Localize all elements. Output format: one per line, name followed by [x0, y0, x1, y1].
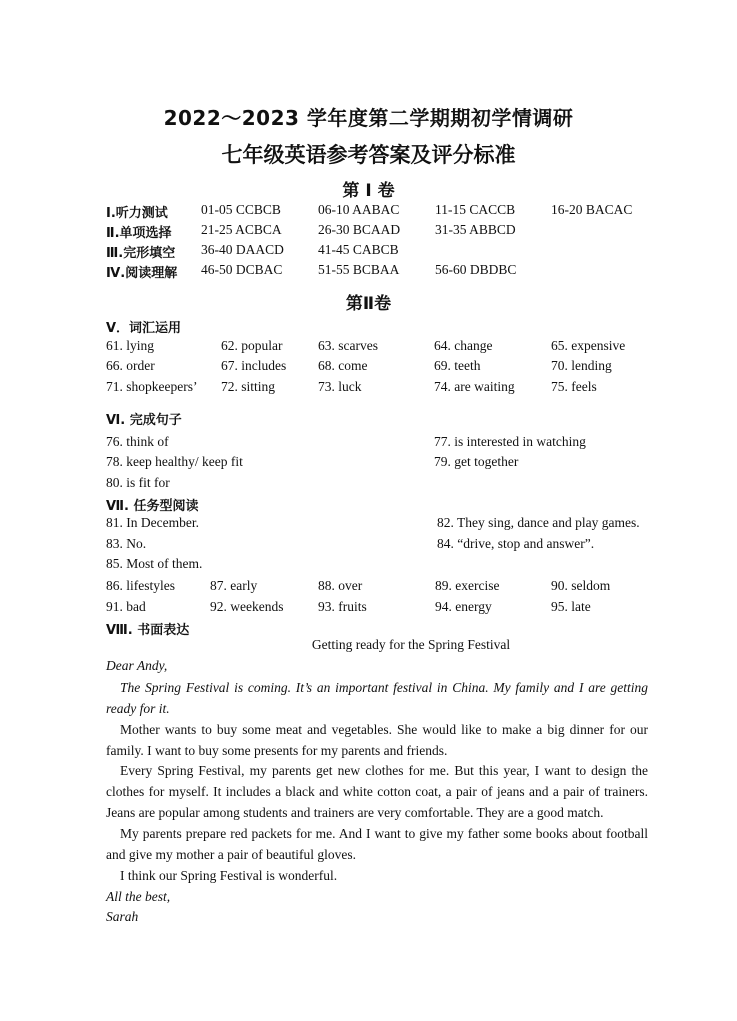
section-label: Ⅰ.听力测试	[106, 206, 168, 221]
section-heading: Ⅴ．词汇运用	[106, 321, 182, 336]
page-subtitle: 七年级英语参考答案及评分标准	[221, 143, 516, 167]
answer-cell: 83. No.	[106, 536, 147, 551]
answer-cell: 94. energy	[435, 599, 492, 614]
answer-cell: 91. bad	[106, 599, 146, 614]
answer-cell: 16-20 BACAC	[551, 202, 633, 217]
answer-cell: 80. is fit for	[106, 475, 170, 490]
section-label: Ⅲ.完形填空	[106, 246, 176, 261]
answer-cell: 79. get together	[434, 454, 519, 469]
answer-cell: 11-15 CACCB	[435, 202, 516, 217]
section-label: Ⅳ.阅读理解	[106, 266, 178, 281]
answer-cell: 69. teeth	[434, 358, 481, 373]
answer-cell: 61. lying	[106, 338, 155, 353]
answer-cell: 36-40 DAACD	[201, 242, 284, 257]
answer-cell: 46-50 DCBAC	[201, 262, 283, 277]
essay-title: Getting ready for the Spring Festival	[311, 637, 511, 652]
answer-cell: 62. popular	[221, 338, 283, 353]
answer-cell: 90. seldom	[551, 578, 611, 593]
answer-cell: 84. “drive, stop and answer”.	[437, 536, 595, 551]
answer-cell: 67. includes	[221, 358, 287, 373]
answer-cell: 56-60 DBDBC	[435, 262, 517, 277]
answer-cell: 41-45 CABCB	[318, 242, 399, 257]
answer-cell: 68. come	[318, 358, 368, 373]
section-label: Ⅱ.单项选择	[106, 226, 172, 241]
answer-cell: 93. fruits	[318, 599, 367, 614]
page-title: 2022～2023 学年度第二学期期初学情调研	[163, 106, 574, 130]
essay-greeting: Dear Andy,	[106, 658, 168, 673]
answer-cell: 77. is interested in watching	[434, 434, 586, 449]
answer-cell: 06-10 AABAC	[318, 202, 400, 217]
answer-cell: 51-55 BCBAA	[318, 262, 400, 277]
answer-cell: 81. In December.	[106, 515, 199, 530]
answer-cell: 26-30 BCAAD	[318, 222, 401, 237]
answer-cell: 31-35 ABBCD	[435, 222, 516, 237]
answer-cell: 64. change	[434, 338, 493, 353]
answer-cell: 74. are waiting	[434, 379, 515, 394]
answer-cell: 88. over	[318, 578, 363, 593]
answer-cell: 95. late	[551, 599, 591, 614]
answer-cell: 71. shopkeepers’	[106, 379, 198, 394]
answer-cell: 92. weekends	[210, 599, 284, 614]
answer-cell: 65. expensive	[551, 338, 626, 353]
answer-cell: 72. sitting	[221, 379, 276, 394]
section-heading: Ⅵ. 完成句子	[106, 413, 182, 428]
answer-cell: 75. feels	[551, 379, 597, 394]
answer-cell: 78. keep healthy/ keep fit	[106, 454, 243, 469]
essay-paragraph: Every Spring Festival, my parents get new clothes for me. But this year, I want to design the clothes for myself. It includes a black and white cotton coat, a pair of jeans and a pair of trainers. Jeans are popular among students and trainers are very comfortable. They are a good match.	[106, 763, 648, 820]
essay-paragraph: My parents prepare red packets for me. And I want to give my father some books about football and give my mother a pair of beautiful gloves.	[106, 826, 648, 862]
answer-cell: 82. They sing, dance and play games.	[437, 515, 640, 530]
answer-cell: 89. exercise	[435, 578, 500, 593]
volume-2-label: 第Ⅱ卷	[345, 294, 392, 314]
answer-cell: 86. lifestyles	[106, 578, 175, 593]
answer-cell: 87. early	[210, 578, 258, 593]
answer-cell: 70. lending	[551, 358, 612, 373]
section-heading: Ⅷ. 书面表达	[106, 623, 190, 638]
answer-cell: 63. scarves	[318, 338, 378, 353]
answer-cell: 76. think of	[106, 434, 169, 449]
answer-cell: 01-05 CCBCB	[201, 202, 281, 217]
essay-paragraph: The Spring Festival is coming. It’s an important festival in China. My family and I are getting ready for it.	[106, 680, 648, 716]
essay-closing: All the best,	[106, 889, 171, 904]
essay-paragraph: Mother wants to buy some meat and vegetables. She would like to make a big dinner for our family. I want to buy some presents for my parents and friends.	[106, 722, 648, 758]
answer-cell: 66. order	[106, 358, 155, 373]
answer-cell: 21-25 ACBCA	[201, 222, 282, 237]
answer-cell: 85. Most of them.	[106, 556, 203, 571]
volume-1-label: 第 I 卷	[342, 181, 395, 201]
essay-signature: Sarah	[106, 909, 139, 924]
answer-cell: 73. luck	[318, 379, 362, 394]
essay-paragraph: I think our Spring Festival is wonderful.	[120, 868, 338, 883]
section-heading: Ⅶ. 任务型阅读	[106, 499, 199, 514]
